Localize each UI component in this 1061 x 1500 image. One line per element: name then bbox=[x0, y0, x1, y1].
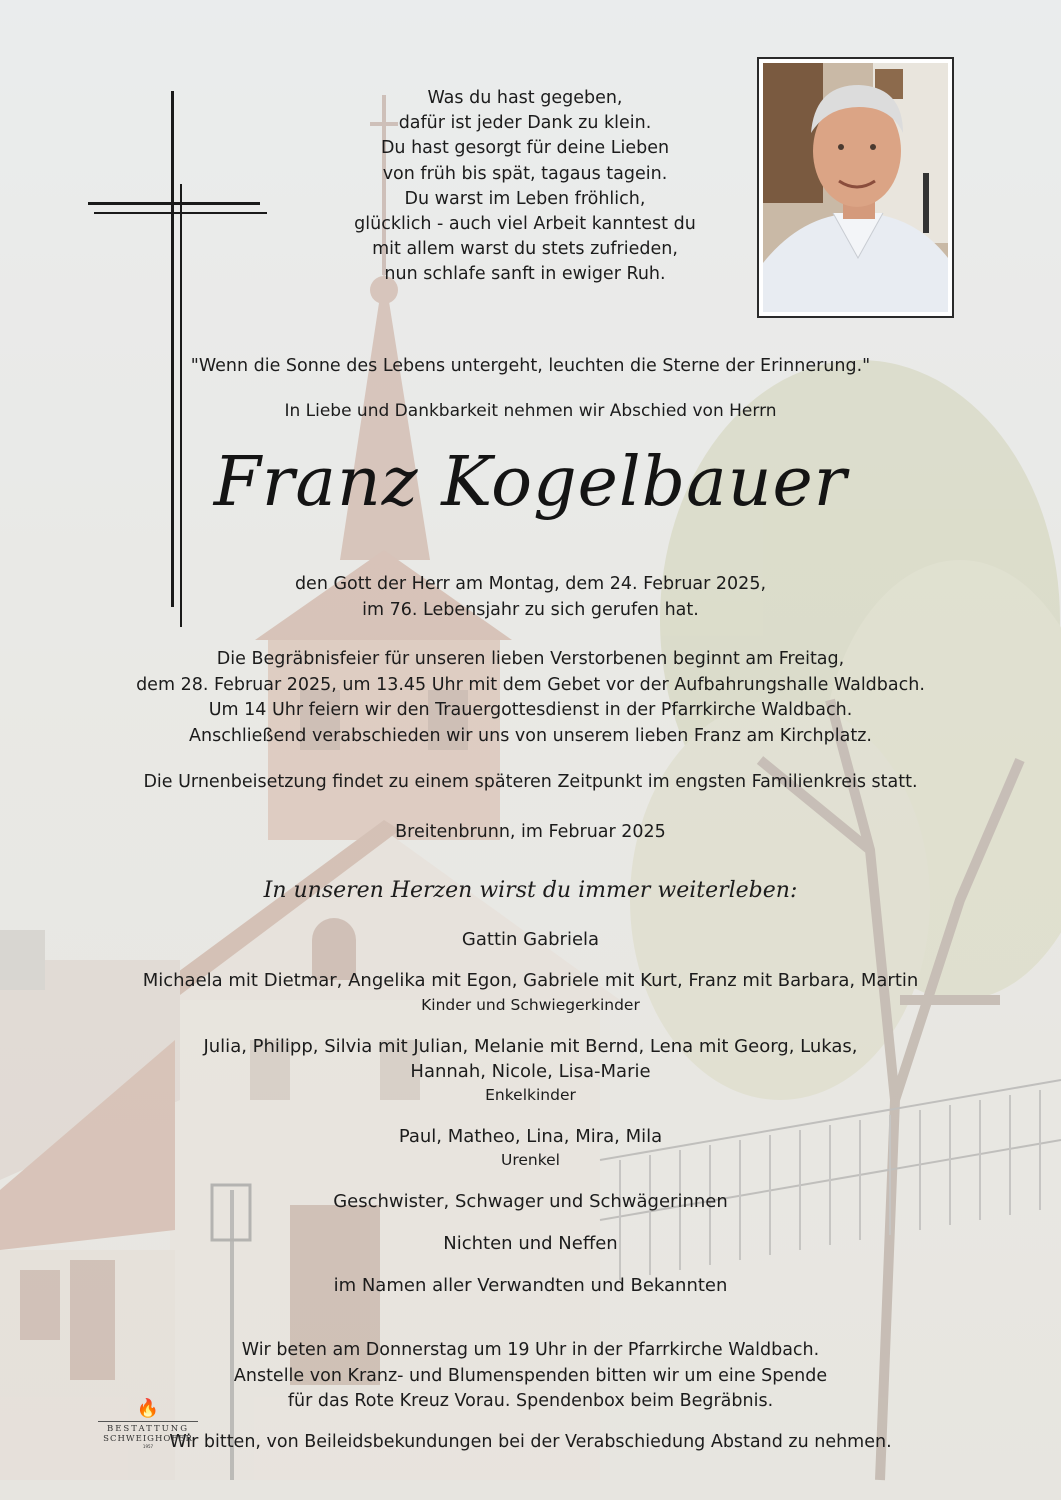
poem-line: Du hast gesorgt für deine Lieben bbox=[380, 138, 670, 159]
closing-line: Anstelle von Kranz- und Blumenspenden bitten wir um eine Spende bbox=[233, 1365, 828, 1386]
poem-line: von früh bis spät, tagaus tagein. bbox=[382, 163, 668, 184]
poem bbox=[300, 86, 750, 288]
death-notice bbox=[0, 572, 1061, 623]
grandchildren-line: Hannah, Nicole, Lisa-Marie bbox=[410, 1061, 651, 1082]
poem-line: mit allem warst du stets zufrieden, bbox=[372, 239, 678, 260]
closing-line: für das Rote Kreuz Vorau. Spendenbox beim Begräbnis. bbox=[287, 1391, 774, 1411]
condolence-request: Wir bitten, von Beileidsbekundungen bei der Verabschiedung Abstand zu nehmen. bbox=[169, 1432, 892, 1452]
closing-line: Wir beten am Donnerstag um 19 Uhr in der Pfarrkirche Waldbach. bbox=[241, 1340, 820, 1360]
poem-line: nun schlafe sanft in ewiger Ruh. bbox=[384, 264, 666, 285]
farewell-intro: In Liebe und Dankbarkeit nehmen wir Abschied von Herrn bbox=[284, 401, 777, 421]
poem-line: Du warst im Leben fröhlich, bbox=[404, 188, 646, 209]
portrait-image bbox=[763, 63, 948, 312]
spouse: Gattin Gabriela bbox=[461, 929, 600, 950]
funeral-line: Die Begräbnisfeier für unseren lieben Verstorbenen beginnt am Freitag, bbox=[216, 649, 845, 669]
memorial-quote: "Wenn die Sonne des Lebens untergeht, leuchten die Sterne der Erinnerung." bbox=[190, 356, 871, 376]
family-heading: In unseren Herzen wirst du immer weiterleben: bbox=[263, 878, 798, 903]
grandchildren-label: Enkelkinder bbox=[485, 1086, 576, 1104]
funeral-details bbox=[0, 647, 1061, 749]
logo-line1: BESTATTUNG bbox=[98, 1421, 198, 1434]
logo-line2: SCHWEIGHOFER bbox=[103, 1434, 193, 1444]
grandchildren-line: Julia, Philipp, Silvia mit Julian, Melanie mit Bernd, Lena mit Georg, Lukas, bbox=[203, 1036, 858, 1057]
poem-line: dafür ist jeder Dank zu klein. bbox=[398, 113, 652, 134]
deceased-name: Franz Kogelbauer bbox=[213, 443, 848, 522]
funeral-line: dem 28. Februar 2025, um 13.45 Uhr mit dem Gebet vor der Aufbahrungshalle Waldbach. bbox=[136, 674, 925, 695]
logo-line3: 1957 bbox=[142, 1444, 154, 1449]
children: Michaela mit Dietmar, Angelika mit Egon, Gabriele mit Kurt, Franz mit Barbara, Martin bbox=[142, 970, 919, 991]
funeral-line: Um 14 Uhr feiern wir den Trauergottesdienst in der Pfarrkirche Waldbach. bbox=[208, 700, 853, 720]
portrait-photo bbox=[757, 57, 954, 318]
funeral-home-logo bbox=[98, 1400, 198, 1449]
poem-line: Was du hast gegeben, bbox=[427, 88, 623, 108]
funeral-line: Anschließend verabschieden wir uns von unserem lieben Franz am Kirchplatz. bbox=[189, 725, 872, 746]
children-label: Kinder und Schwiegerkinder bbox=[421, 996, 640, 1014]
great-grandchildren-label: Urenkel bbox=[500, 1151, 560, 1169]
all-relatives: im Namen aller Verwandten und Bekannten bbox=[333, 1275, 728, 1296]
siblings: Geschwister, Schwager und Schwägerinnen bbox=[333, 1191, 728, 1212]
flame-icon: 🔥 bbox=[136, 1398, 160, 1419]
great-grandchildren: Paul, Matheo, Lina, Mira, Mila bbox=[398, 1126, 663, 1147]
urn-burial-note: Die Urnenbeisetzung findet zu einem späteren Zeitpunkt im engsten Familienkreis statt. bbox=[143, 772, 918, 792]
nieces-nephews: Nichten und Neffen bbox=[443, 1233, 618, 1254]
place-date: Breitenbrunn, im Februar 2025 bbox=[395, 822, 666, 842]
grandchildren bbox=[0, 1034, 1061, 1084]
death-line: im 76. Lebensjahr zu sich gerufen hat. bbox=[362, 599, 699, 620]
poem-line: glücklich - auch viel Arbeit kanntest du bbox=[354, 214, 696, 235]
death-line: den Gott der Herr am Montag, dem 24. Februar 2025, bbox=[294, 574, 767, 594]
